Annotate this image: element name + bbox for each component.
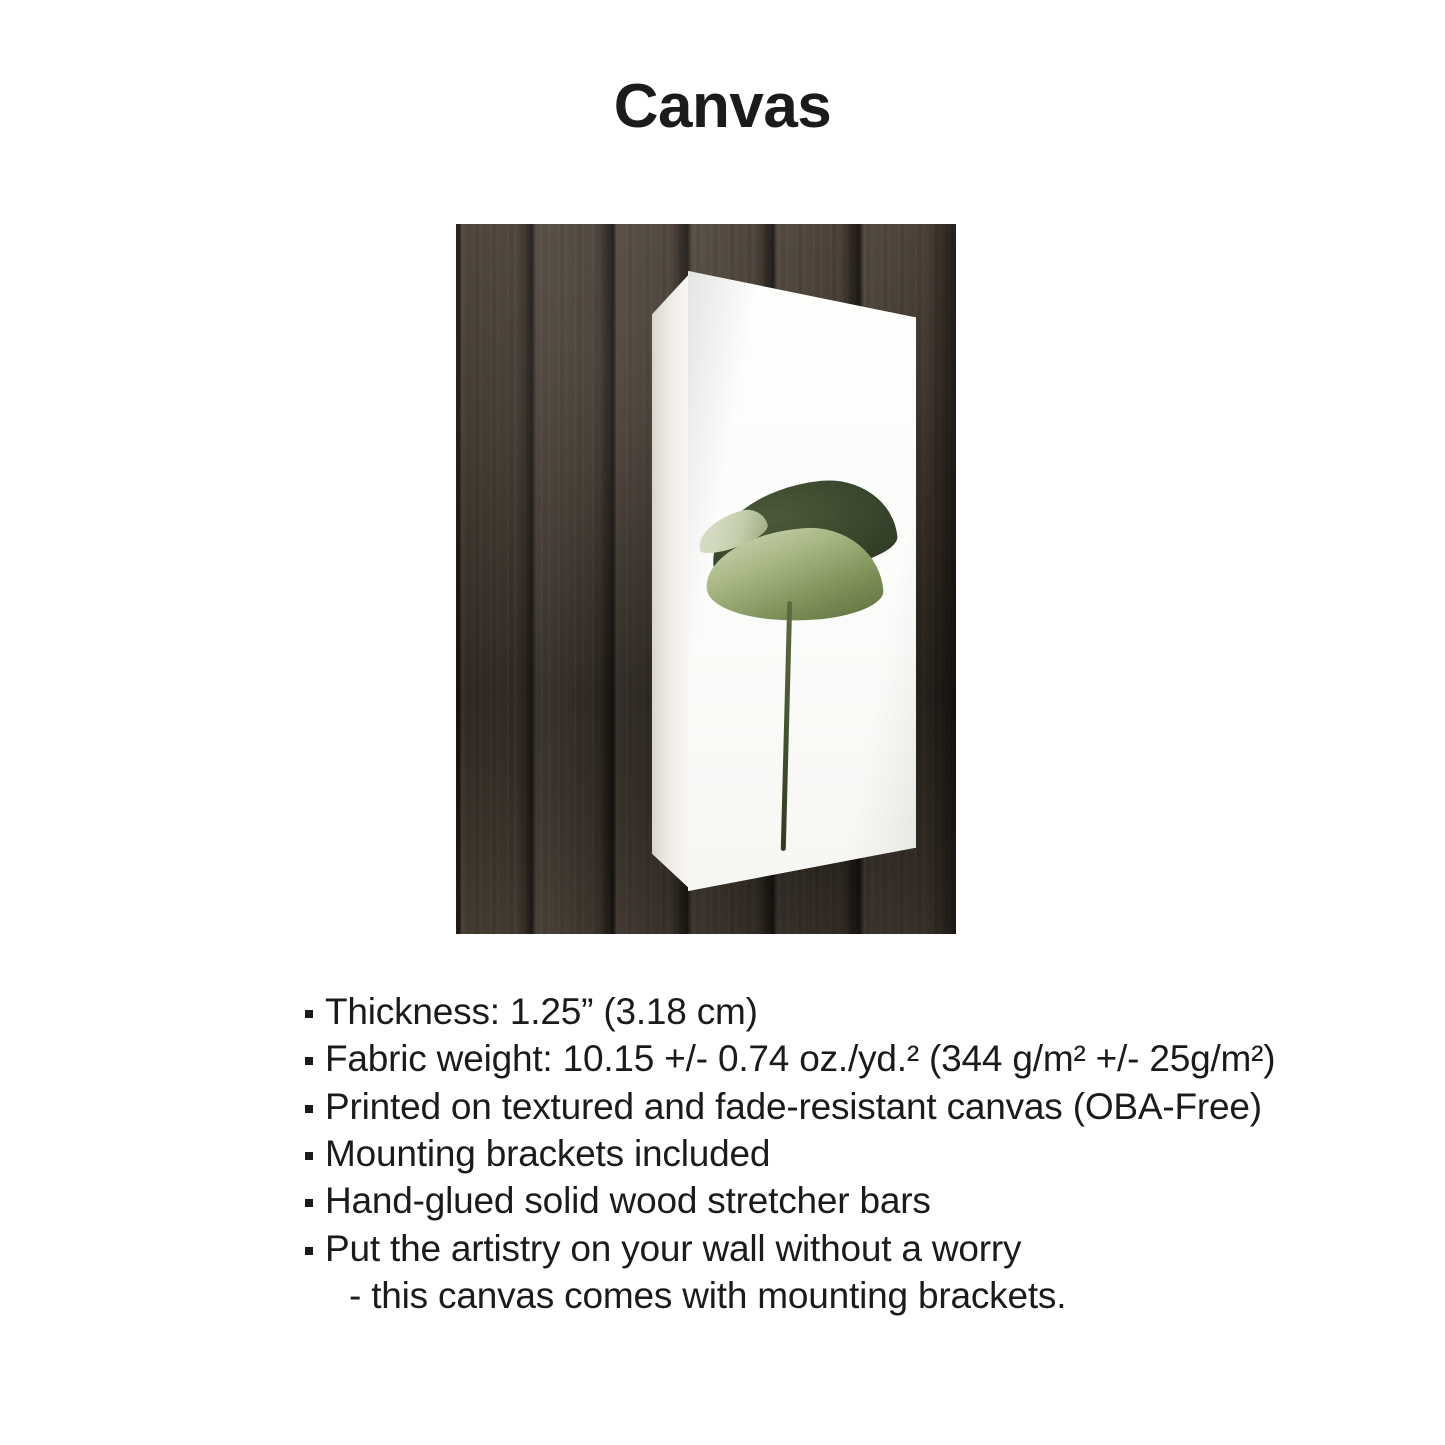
canvas-side-edge (652, 271, 692, 891)
feature-text: Thickness: 1.25” (3.18 cm) (325, 991, 758, 1032)
list-item (305, 1130, 1305, 1177)
page-title: Canvas (613, 72, 832, 141)
feature-text: Mounting brackets included (325, 1133, 771, 1175)
leaf-artwork (688, 271, 916, 891)
bullet-square-icon (305, 1199, 313, 1207)
leaf-stem (781, 601, 793, 851)
list-item-continuation (305, 1272, 1305, 1319)
product-image (456, 224, 956, 934)
list-item (305, 1083, 1305, 1130)
list-item (305, 1225, 1305, 1272)
bullet-square-icon (305, 1247, 313, 1255)
feature-text: - this canvas comes with mounting brackets. (349, 1275, 1067, 1317)
list-item (305, 1177, 1305, 1224)
bullet-square-icon (305, 1105, 313, 1113)
list-item (305, 1035, 1305, 1082)
feature-text: Hand-glued solid wood stretcher bars (325, 1180, 931, 1222)
bullet-square-icon (305, 1057, 313, 1065)
canvas-front-face (688, 271, 916, 891)
feature-text: Printed on textured and fade-resistant canvas (OBA-Free) (325, 1085, 1262, 1127)
feature-text: Put the artistry on your wall without a worry (325, 1227, 1022, 1269)
canvas-print-object (652, 271, 916, 891)
bullet-square-icon (305, 1010, 313, 1018)
feature-list (305, 988, 1305, 1320)
list-item (305, 988, 1305, 1035)
bullet-square-icon (305, 1152, 313, 1160)
feature-text: Fabric weight: 10.15 +/- 0.74 oz./yd.² (344 g/m² +/- 25g/m²) (325, 1038, 1276, 1080)
